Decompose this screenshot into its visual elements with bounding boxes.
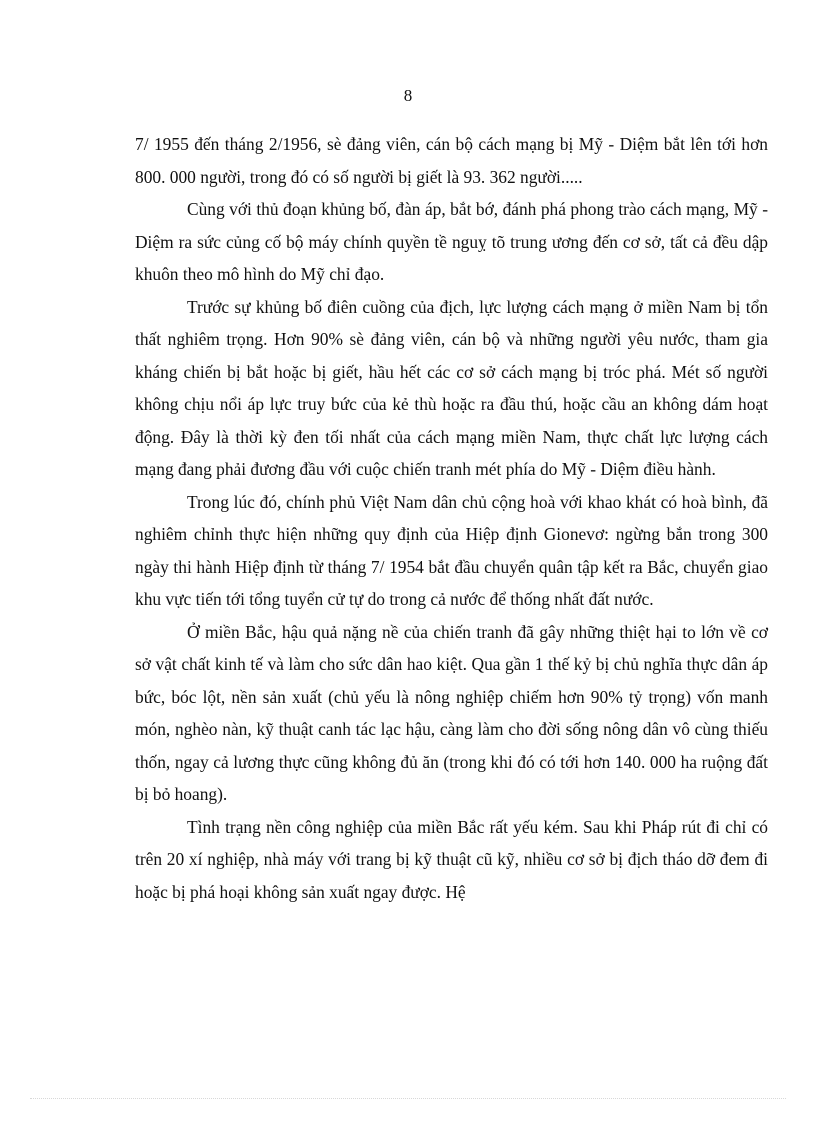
paragraph: Trước sự khủng bố điên cuồng của địch, lực lượng cách mạng ở miền Nam bị tổn thất nghiêm trọng. Hơn 90% sè đảng viên, cán bộ và những người yêu nước, tham gia kháng chiến bị bắt hoặc bị giết, hầu hết các cơ sở cách mạng bị tróc phá. Mét số người không chịu nổi áp lực truy bức của kẻ thù hoặc ra đầu thú, hoặc cầu an không dám hoạt động. Đây là thời kỳ đen tối nhất của cách mạng miền Nam, thực chất lực lượng cách mạng đang phải đương đầu với cuộc chiến tranh mét phía do Mỹ - Diệm điều hành. — [135, 296, 768, 479]
page-bottom-divider — [30, 1098, 786, 1099]
body-text — [135, 128, 768, 908]
paragraph: Cùng với thủ đoạn khủng bố, đàn áp, bắt bớ, đánh phá phong trào cách mạng, Mỹ - Diệm ra sức củng cố bộ máy chính quyền tề nguỵ tõ trung ương đến cơ sở, tất cả đều dập khuôn theo mô hình do Mỹ chỉ đạo. — [135, 199, 768, 284]
paragraph: Trong lúc đó, chính phủ Việt Nam dân chủ cộng hoà với khao khát có hoà bình, đã nghiêm chỉnh thực hiện những quy định của Hiệp định Gionevơ: ngừng bắn trong 300 ngày thi hành Hiệp định từ tháng 7/ 1954 bắt đầu chuyển quân tập kết ra Bắc, chuyển giao khu vực tiến tới tổng tuyển cử tự do trong cả nước để thống nhất đất nước. — [135, 491, 768, 609]
page-number: 8 — [403, 86, 413, 105]
paragraph: Tình trạng nền công nghiệp của miền Bắc rất yếu kém. Sau khi Pháp rút đi chỉ có trên 20 xí nghiệp, nhà máy với trang bị kỹ thuật cũ kỹ, nhiều cơ sở bị địch tháo dỡ đem đi hoặc bị phá hoại không sản xuất ngay được. Hệ — [135, 816, 768, 902]
paragraph-continuation: 7/ 1955 đến tháng 2/1956, sè đảng viên, cán bộ cách mạng bị Mỹ - Diệm bắt lên tới hơn 800. 000 người, trong đó có số người bị giết là 93. 362 người..... — [135, 134, 768, 187]
paragraph: Ở miền Bắc, hậu quả nặng nề của chiến tranh đã gây những thiệt hại to lớn về cơ sở vật chất kinh tế và làm cho sức dân hao kiệt. Qua gần 1 thế kỷ bị chủ nghĩa thực dân áp bức, bóc lột, nền sản xuất (chủ yếu là nông nghiệp chiếm hơn 90% tỷ trọng) vốn manh món, nghèo nàn, kỹ thuật canh tác lạc hậu, càng làm cho đời sống nông dân vô cùng thiếu thốn, ngay cả lương thực cũng không đủ ăn (trong khi đó có tới hơn 140. 000 ha ruộng đất bị bỏ hoang). — [135, 621, 768, 804]
